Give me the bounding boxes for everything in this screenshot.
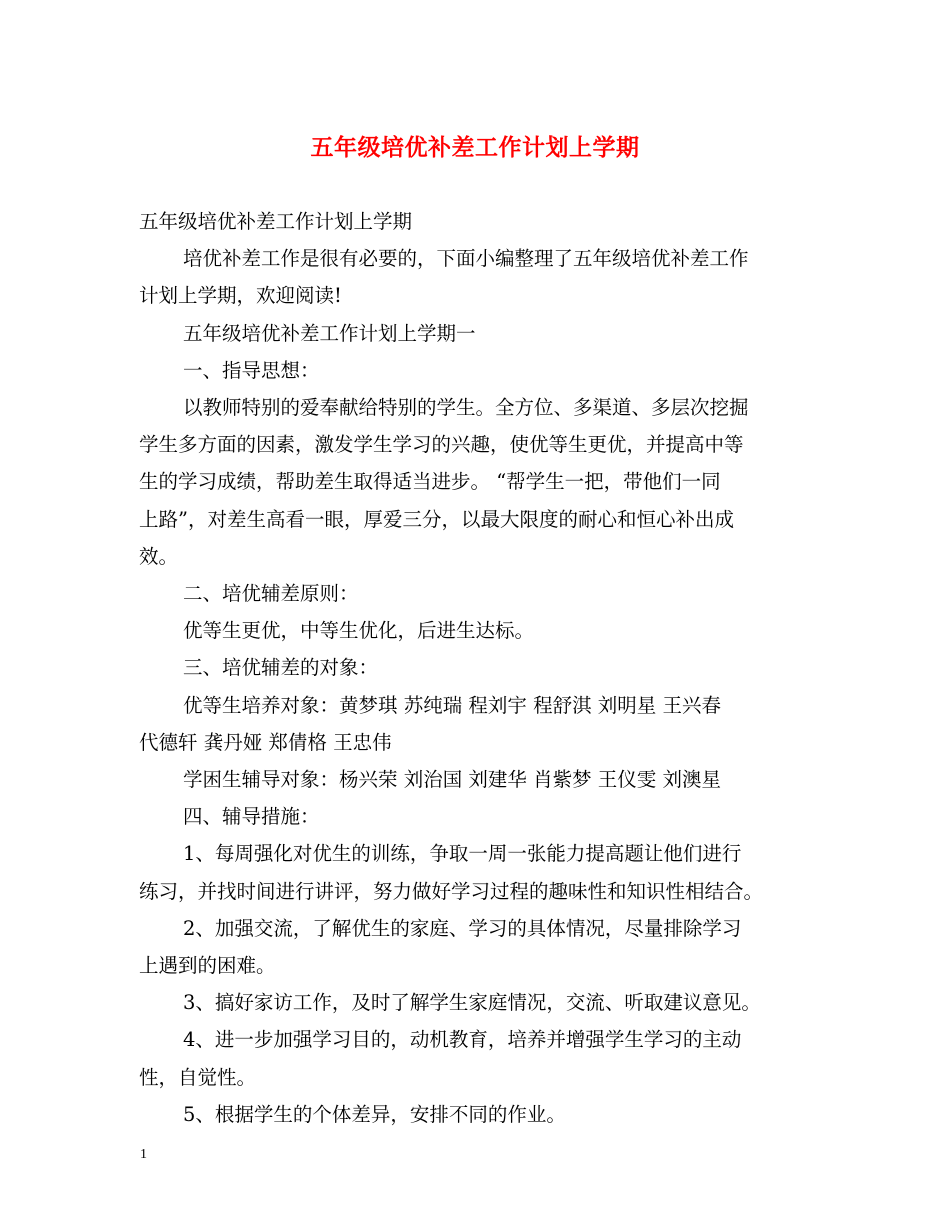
body-line: 上路”，对差生高看一眼，厚爱三分，以最大限度的耐心和恒心补出成 bbox=[139, 507, 734, 531]
body-line: 以教师特别的爱奉献给特别的学生。全方位、多渠道、多层次挖掘 bbox=[183, 396, 749, 420]
page-number: 1 bbox=[140, 1147, 147, 1162]
body-line: 计划上学期，欢迎阅读! bbox=[139, 284, 342, 308]
section-heading: 四、辅导措施： bbox=[183, 805, 320, 829]
section-heading: 二、培优辅差原则： bbox=[183, 582, 359, 606]
body-line: 培优补差工作是很有必要的，下面小编整理了五年级培优补差工作 bbox=[183, 247, 749, 271]
section-heading: 一、指导思想： bbox=[183, 358, 320, 382]
document-body bbox=[139, 203, 817, 1133]
document-title: 五年级培优补差工作计划上学期 bbox=[310, 134, 640, 161]
body-line: 效。 bbox=[139, 544, 179, 568]
body-line: 学生多方面的因素，激发学生学习的兴趣，使优等生更优，并提高中等 bbox=[139, 433, 744, 457]
body-line: 5、根据学生的个体差异，安排不同的作业。 bbox=[183, 1102, 566, 1126]
body-line: 生的学习成绩，帮助差生取得适当进步。 “帮学生一把，带他们一同 bbox=[139, 470, 721, 494]
body-line: 五年级培优补差工作计划上学期一 bbox=[183, 321, 476, 345]
body-line: 上遇到的困难。 bbox=[139, 954, 276, 978]
body-line: 五年级培优补差工作计划上学期 bbox=[139, 210, 413, 233]
body-line: 3、搞好家访工作，及时了解学生家庭情况，交流、听取建议意见。 bbox=[183, 991, 761, 1015]
body-line: 优等生更优，中等生优化，后进生达标。 bbox=[183, 619, 535, 643]
body-line: 性，自觉性。 bbox=[139, 1065, 257, 1089]
body-line: 代德轩 龚丹娅 郑倩格 王忠伟 bbox=[139, 730, 392, 754]
body-line: 练习，并找时间进行讲评，努力做好学习过程的趣味性和知识性相结合。 bbox=[139, 879, 764, 903]
body-line: 4、进一步加强学习目的，动机教育，培养并增强学生学习的主动 bbox=[183, 1028, 742, 1052]
body-line: 2、加强交流，了解优生的家庭、学习的具体情况，尽量排除学习 bbox=[183, 916, 742, 940]
section-heading: 三、培优辅差的对象： bbox=[183, 656, 379, 680]
body-line: 学困生辅导对象：杨兴荣 刘治国 刘建华 肖紫梦 王仪雯 刘澳星 bbox=[183, 768, 721, 792]
body-line: 优等生培养对象：黄梦琪 苏纯瑞 程刘宇 程舒淇 刘明星 王兴春 bbox=[183, 693, 721, 717]
body-line: 1、每周强化对优生的训练，争取一周一张能力提高题让他们进行 bbox=[183, 842, 742, 866]
